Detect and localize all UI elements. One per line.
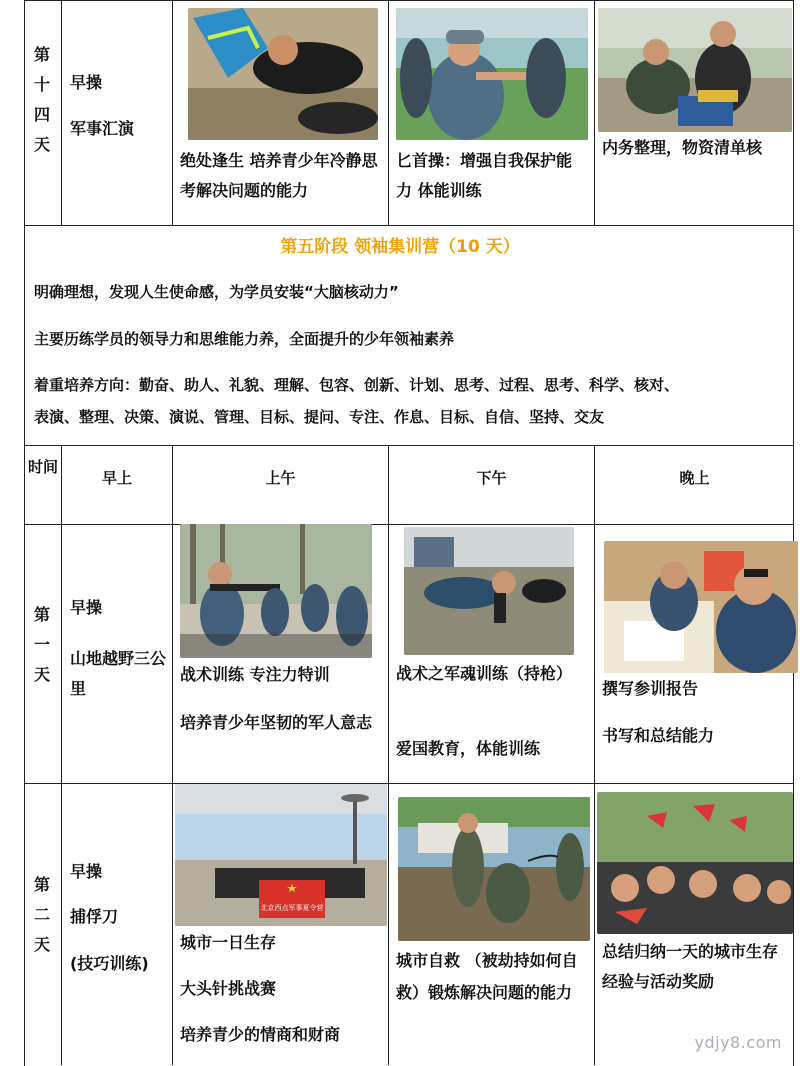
day1-morning-2: 山地越野三公里 [70,649,167,698]
photo-city-survival [175,784,387,926]
photo-survival-drill [188,8,378,140]
day2-pm-caption: 城市自救 （被劫持如何自救）锻炼解决问题的能力 [396,951,578,1002]
watermark: ydjy8.com [694,1033,782,1052]
day1-am-caption-2: 培养青少年坚韧的军人意志 [180,713,373,732]
day-char: 第 [33,875,50,894]
day2-am-caption-1: 城市一日生存 [180,933,277,952]
day1-eve-caption-2: 书写和总结能力 [602,726,715,745]
stage5-line-1: 明确理想，发现人生使命感，为学员安装“大脑核动力” [34,283,399,301]
day-char: 第 [33,605,50,624]
day-char: 十 [33,75,50,94]
day1-eve-caption-1: 撰写参训报告 [602,679,699,698]
day14-morning-1: 早操 [70,73,103,92]
day2-morning-2: 捕俘刀 [70,907,119,926]
stage5-line-2: 主要历练学员的领导力和思维能力养，全面提升的少年领袖素养 [34,330,455,348]
day-char: 天 [33,935,50,954]
day14-pm-caption: 匕首操：增强自我保护能力 体能训练 [396,151,573,200]
header-time [28,450,58,484]
day14-morning-2: 军事汇演 [70,119,135,138]
day1-am-caption-1: 战术训练 专注力特训 [180,665,330,684]
day2-morning-1: 早操 [70,862,103,881]
photo-rewards [597,792,793,934]
photo-tactical-training [180,524,372,658]
photo-inventory-check [598,8,792,132]
photo-dagger-drill [396,8,588,140]
day-char: 天 [33,665,50,684]
day1-morning-1: 早操 [70,598,103,617]
day-char: 一 [33,635,50,654]
day-char: 四 [33,105,50,124]
day14-eve-caption: 内务整理，物资清单核 [602,138,763,157]
photo-military-spirit [404,527,574,655]
day1-pm-caption-2: 爱国教育，体能训练 [396,739,541,758]
day1-pm-caption-1: 战术之军魂训练（持枪） [396,664,573,683]
day2-morning-3: (技巧训练) [70,954,149,973]
header-pm: 下午 [476,469,507,487]
stage5-title: 第五阶段 领袖集训营（10 天） [280,237,520,257]
stage5-line-4: 表演、整理、决策、演说、管理、目标、提问、专注、作息、目标、自信、坚持、交友 [34,408,605,426]
day14-am-caption: 绝处逢生 培养青少年冷静思考解决问题的能力 [180,151,378,200]
day2-label [29,870,55,960]
day2-am-caption-2: 大头针挑战赛 [180,979,277,998]
day1-label [29,600,55,690]
header-evening: 晚上 [679,469,710,487]
header-am: 上午 [265,469,296,487]
banner-text-graphic: 北京西点军事夏令营 [260,904,324,912]
day-char: 第 [33,45,50,64]
photo-city-self-rescue [398,797,590,941]
day2-eve-caption: 总结归纳一天的城市生存经验与活动奖励 [602,942,779,991]
stage5-line-3: 着重培养方向：勤奋、助人、礼貌、理解、包容、创新、计划、思考、过程、思考、科学、核对、 [34,376,680,394]
day2-am-caption-3: 培养青少的情商和财商 [180,1025,341,1044]
day-char: 二 [33,905,50,924]
header-morning: 早上 [101,469,132,487]
header-time-text: 时间 [28,458,59,476]
day14-label [29,40,55,160]
photo-writing-report [604,541,798,673]
day-char: 天 [33,135,50,154]
